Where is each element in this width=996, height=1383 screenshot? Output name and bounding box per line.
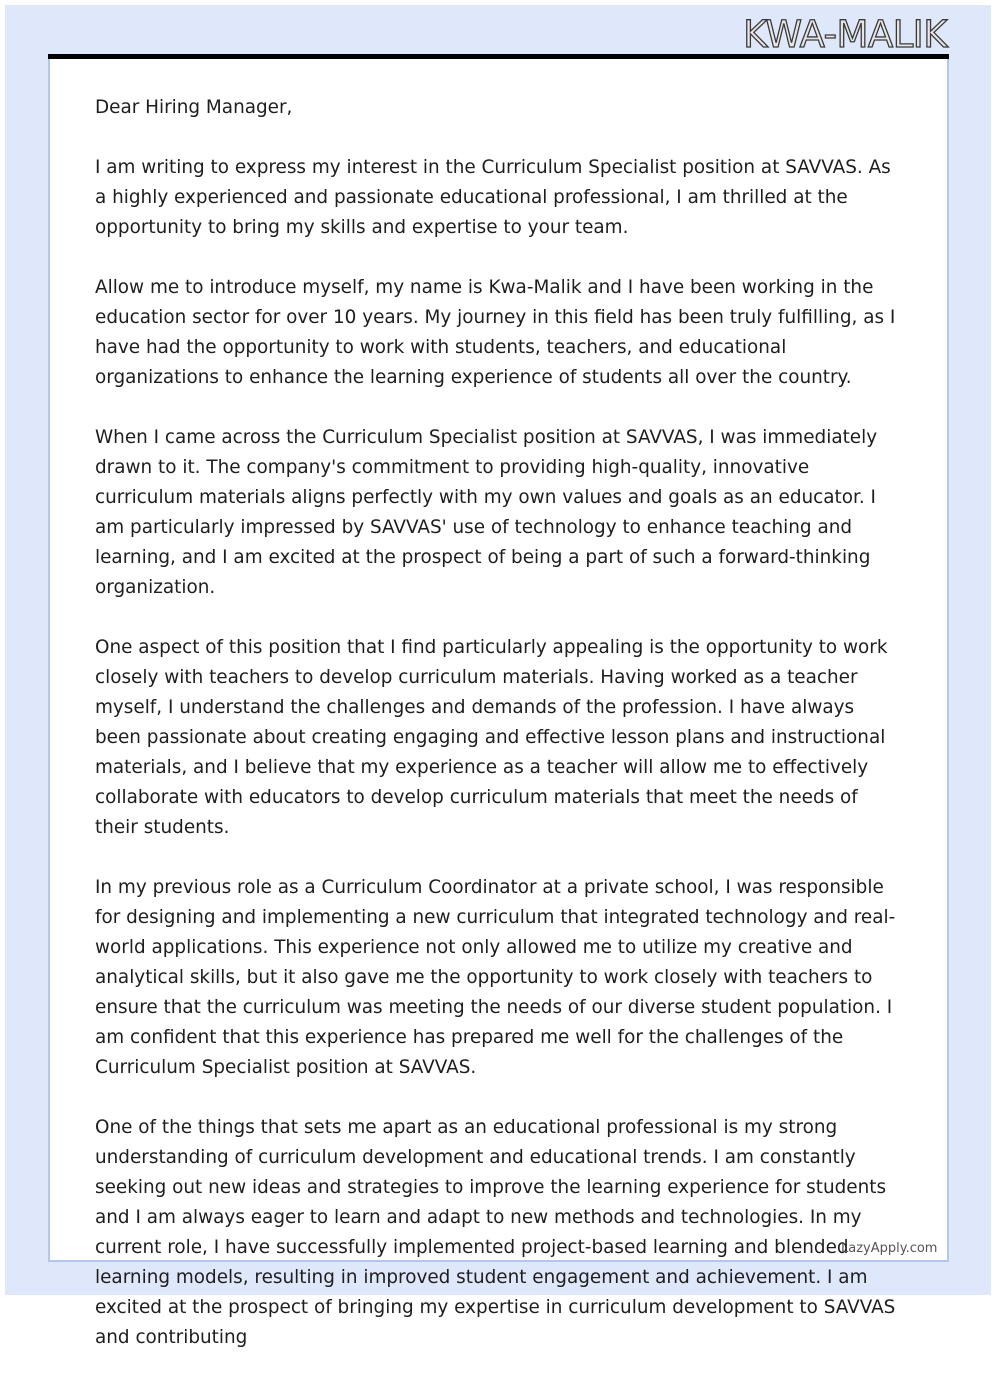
salutation: Dear Hiring Manager, bbox=[95, 97, 293, 118]
watermark: LazyApply.com bbox=[841, 1241, 938, 1256]
header-name: KWA-MALIK bbox=[743, 13, 947, 56]
letter-body bbox=[95, 93, 899, 1383]
paragraph-collaboration: One aspect of this position that I find particularly appealing is the opportunity to work closely with teachers to develop curriculum materials. Having worked as a teacher myself, I understand the challenges and demands of the profession. I have always been passionate about creating engaging and effective lesson plans and instructional materials, and I believe that my experience as a teacher will allow me to effectively collaborate with educators to develop curriculum materials that meet the needs of their students. bbox=[95, 637, 888, 838]
paragraph-motivation: When I came across the Curriculum Specialist position at SAVVAS, I was immediately drawn to it. The company's commitment to providing high-quality, innovative curriculum materials aligns perfectly with my own values and goals as an educator. I am particularly impressed by SAVVAS' use of technology to enhance teaching and learning, and I am excited at the prospect of being a part of such a forward-thinking organization. bbox=[95, 427, 878, 598]
paragraph-strengths: One of the things that sets me apart as an educational professional is my strong understanding of curriculum development and educational trends. I am constantly seeking out new ideas and strategies to improve the learning experience for students and I am always eager to learn and adapt to new methods and technologies. In my current role, I have successfully implemented project-based learning and blended learning models, resulting in improved student engagement and achievement. I am excited at the prospect of bringing my expertise in curriculum development to SAVVAS and contributing bbox=[95, 1117, 896, 1348]
paragraph-background: Allow me to introduce myself, my name is Kwa-Malik and I have been working in the education sector for over 10 years. My journey in this field has been truly fulfilling, as I have had the opportunity to work with students, teachers, and educational organizations to enhance the learning experience of students all over the country. bbox=[95, 277, 896, 388]
paragraph-experience: In my previous role as a Curriculum Coordinator at a private school, I was responsible for designing and implementing a new curriculum that integrated technology and real-world applications. This experience not only allowed me to utilize my creative and analytical skills, but it also gave me the opportunity to work closely with teachers to ensure that the curriculum was meeting the needs of our diverse student population. I am confident that this experience has prepared me well for the challenges of the Curriculum Specialist position at SAVVAS. bbox=[95, 877, 896, 1078]
paragraph-intro: I am writing to express my interest in the Curriculum Specialist position at SAVVAS. As a highly experienced and passionate educational professional, I am thrilled at the opportunity to bring my skills and expertise to your team. bbox=[95, 157, 891, 238]
